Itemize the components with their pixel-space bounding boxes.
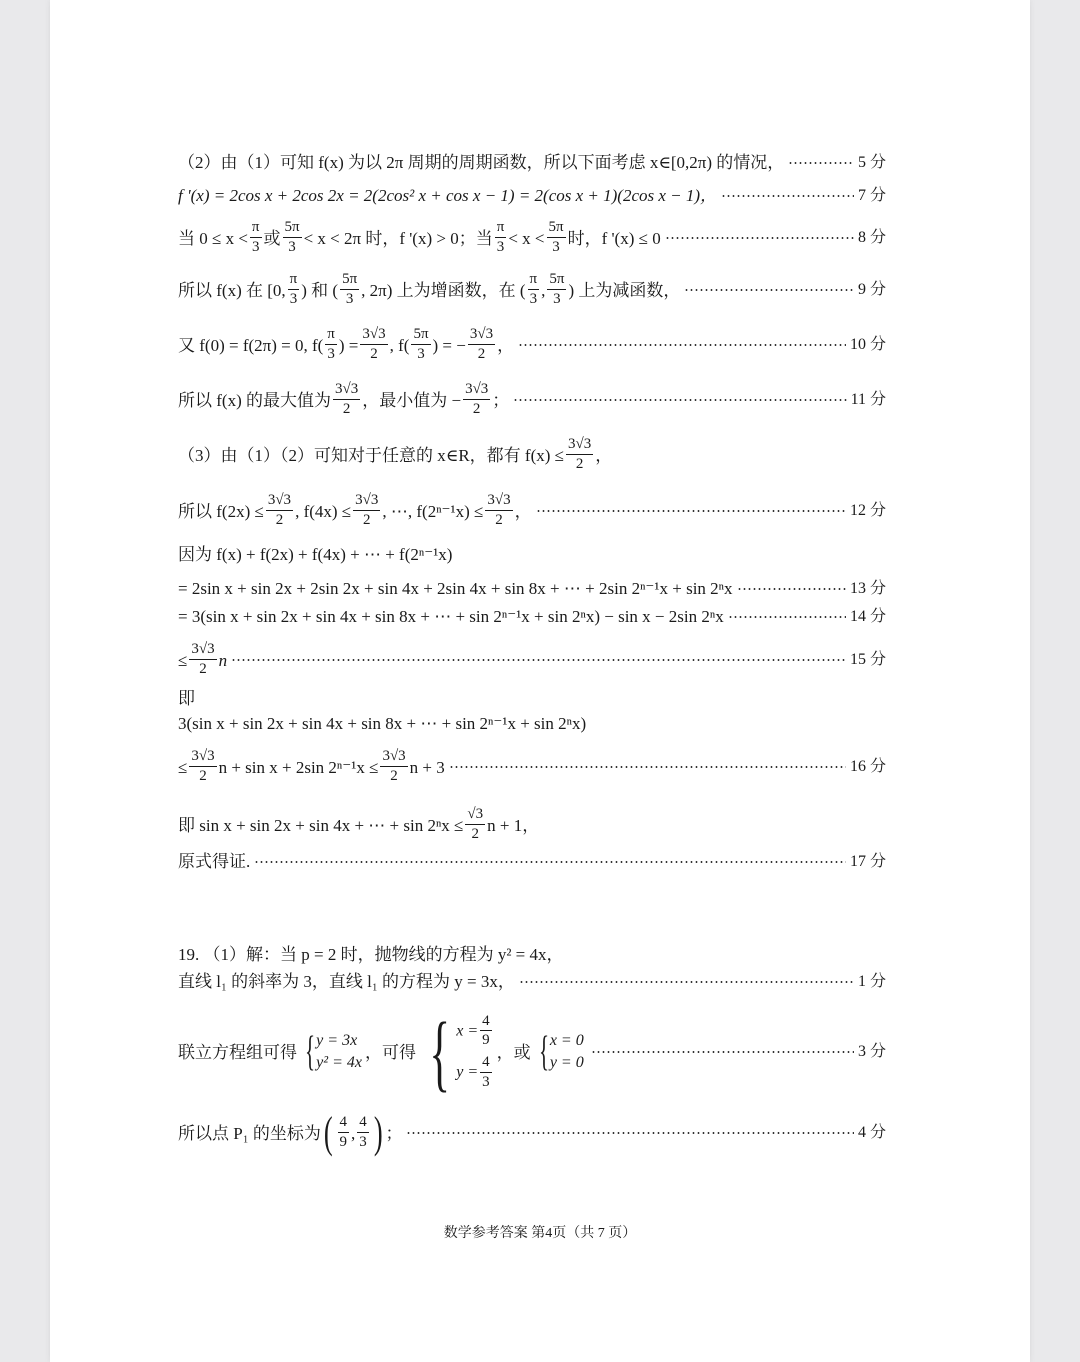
score-mark: 11 分	[850, 391, 886, 408]
solution-line-17	[178, 853, 886, 870]
solution-line-21	[178, 1108, 886, 1158]
numerator: 5π	[340, 272, 359, 290]
numerator: 3√3	[353, 493, 380, 511]
row-label: y =	[456, 1063, 479, 1081]
numerator: 5π	[547, 272, 566, 290]
text-part: < x <	[508, 228, 545, 248]
leader-dots	[518, 344, 846, 346]
row-label: x =	[456, 1021, 479, 1039]
solution-line-16	[178, 803, 886, 847]
text-part: < x < 2π 时，f '(x) > 0；当	[303, 228, 493, 248]
denominator: 2	[495, 512, 503, 528]
solution-line-5	[178, 324, 886, 366]
text-part: ，最小值为 −	[362, 390, 462, 410]
score-mark: 8 分	[857, 229, 886, 246]
score-mark: 9 分	[857, 281, 886, 298]
denominator: 3	[345, 291, 354, 307]
numerator: 3√3	[463, 382, 490, 400]
score-mark: 16 分	[849, 758, 886, 775]
denominator: 9	[339, 1134, 348, 1150]
solution-line-2	[178, 187, 886, 204]
leader-dots	[231, 659, 846, 661]
leader-dots	[513, 399, 846, 401]
score-mark: 14 分	[849, 607, 886, 625]
brace-icon: {	[429, 1004, 450, 1100]
leader-dots	[536, 510, 846, 512]
score-mark: 1 分	[857, 972, 886, 990]
text-part: ) =	[338, 335, 359, 355]
numerator: 3√3	[189, 642, 216, 660]
system-row: y² = 4x	[316, 1054, 362, 1071]
line-content	[178, 493, 532, 529]
text-part: （3）由（1）（2）可知对于任意的 x∈R，都有 f(x) ≤	[178, 445, 564, 465]
leader-dots	[449, 766, 846, 768]
text-part: ，可得	[364, 1042, 416, 1062]
numerator: 5π	[283, 220, 302, 238]
line-content	[178, 220, 661, 256]
solution-line-6	[178, 379, 886, 421]
text-part: n	[218, 650, 228, 670]
fraction	[325, 327, 337, 363]
score-mark: 4 分	[857, 1124, 886, 1141]
fraction	[468, 327, 495, 363]
fraction	[411, 327, 430, 363]
numerator: 4	[480, 1055, 492, 1073]
solution-line-3	[178, 218, 886, 258]
line-text: （2）由（1）可知 f(x) 为以 2π 周期的周期函数，所以下面考虑 x∈[0,2π) 的情况，	[178, 153, 785, 172]
score-mark: 10 分	[849, 336, 886, 353]
denominator: 3	[552, 239, 560, 255]
solution-line-8	[178, 490, 886, 532]
fraction	[333, 382, 360, 418]
numerator: 5π	[411, 327, 430, 345]
system-rows	[550, 1033, 584, 1071]
fraction	[547, 272, 566, 308]
denominator: 3	[359, 1134, 367, 1150]
leader-dots	[665, 237, 854, 239]
text-part: ≤	[178, 757, 188, 777]
denominator: 2	[477, 346, 486, 362]
denominator: 9	[482, 1032, 490, 1049]
solution-line-4	[178, 270, 886, 310]
system-rows	[316, 1033, 362, 1071]
denominator: 3	[251, 239, 260, 255]
denominator: 3	[553, 291, 561, 307]
numerator: 3√3	[266, 493, 293, 511]
fraction	[288, 272, 300, 308]
denominator: 2	[275, 512, 284, 528]
text-part: 时，f '(x) ≤ 0	[567, 228, 661, 248]
denominator: 3	[327, 346, 335, 362]
leader-dots	[519, 981, 854, 983]
denominator: 2	[390, 768, 398, 784]
denominator: 2	[342, 401, 351, 417]
text-part: 所以 f(x) 在 [0,	[178, 280, 286, 300]
text-part: ≤	[178, 650, 188, 670]
system-row	[456, 1014, 493, 1050]
score-mark: 5 分	[857, 153, 886, 171]
numerator: 3√3	[360, 327, 387, 345]
text-part: 所以点 P₁ 的坐标为	[178, 1123, 321, 1143]
line-content	[178, 807, 539, 843]
solution-line-11	[178, 608, 886, 625]
text-part: ，	[497, 335, 515, 355]
text-part: 又 f(0) = f(2π) = 0, f(	[178, 335, 324, 355]
line-content	[178, 642, 227, 678]
solution-line-7	[178, 434, 886, 476]
line-content	[178, 1004, 587, 1100]
system-rows	[456, 1014, 493, 1091]
system-row: x = 0	[549, 1032, 584, 1049]
score-mark: 12 分	[849, 502, 886, 519]
line-text: f '(x) = 2cos x + 2cos 2x = 2(2cos² x + cos x − 1) = 2(cos x + 1)(2cos x − 1)，	[178, 186, 718, 205]
text-part: ,	[351, 1123, 356, 1143]
text-part: , f(	[389, 335, 410, 355]
line-content	[178, 382, 509, 418]
leader-dots	[737, 588, 846, 590]
numerator: 3√3	[468, 327, 495, 345]
equation-system	[419, 1004, 494, 1100]
score-mark: 3 分	[857, 1043, 886, 1060]
line-text: 19. （1）解：当 p = 2 时，抛物线的方程为 y² = 4x，	[178, 945, 564, 964]
numerator: 4	[338, 1115, 350, 1133]
fraction	[463, 382, 490, 418]
text-part: ，	[595, 445, 613, 465]
line-content	[178, 437, 612, 473]
denominator: 2	[199, 661, 207, 677]
leader-dots	[406, 1132, 854, 1134]
numerator: π	[325, 327, 337, 345]
denominator: 2	[363, 512, 371, 528]
leader-dots	[788, 162, 854, 164]
fraction	[547, 220, 566, 256]
fraction	[357, 1115, 369, 1151]
right-paren-icon: )	[373, 1108, 383, 1157]
solution-line-1	[178, 154, 886, 171]
text-part: n + sin x + 2sin 2ⁿ⁻¹x ≤	[218, 757, 379, 777]
solution-line-10	[178, 580, 886, 597]
numerator: 3√3	[566, 437, 593, 455]
numerator: 3√3	[189, 749, 216, 767]
fraction	[189, 642, 216, 678]
solution-line-18	[178, 946, 886, 963]
fraction	[465, 807, 485, 843]
system-row: y = 0	[549, 1054, 584, 1071]
score-mark: 15 分	[849, 651, 886, 668]
numerator: π	[250, 220, 262, 238]
line-content	[178, 327, 514, 363]
denominator: 3	[496, 239, 505, 255]
text-part: , 2π) 上为增函数，在 (	[361, 280, 526, 300]
text-part: 或	[263, 228, 281, 248]
text-part: , f(4x) ≤	[295, 501, 352, 521]
text-part: 当 0 ≤ x <	[178, 228, 248, 248]
line-text: = 2sin x + sin 2x + 2sin 2x + sin 4x + 2sin 4x + sin 8x + ⋯ + 2sin 2ⁿ⁻¹x + sin 2ⁿx	[178, 579, 733, 598]
numerator: 4	[480, 1014, 492, 1032]
fraction	[495, 220, 507, 256]
numerator: π	[495, 220, 507, 238]
line-text: 原式得证.	[178, 852, 251, 871]
leader-dots	[721, 195, 854, 197]
numerator: 3√3	[333, 382, 360, 400]
numerator: 3√3	[485, 493, 512, 511]
leader-dots	[684, 289, 854, 291]
line-text: 因为 f(x) + f(2x) + f(4x) + ⋯ + f(2ⁿ⁻¹x)	[178, 545, 453, 564]
fraction	[566, 437, 593, 473]
numerator: 3√3	[380, 749, 407, 767]
text-part: ) 上为减函数，	[568, 280, 681, 300]
leader-dots	[591, 1051, 854, 1053]
text-part: n + 3	[409, 757, 445, 777]
text-part: , ⋯, f(2ⁿ⁻¹x) ≤	[382, 501, 484, 521]
fraction	[338, 1115, 350, 1151]
numerator: π	[528, 272, 540, 290]
system-row: y = 3x	[316, 1032, 358, 1049]
equation-system	[300, 1031, 362, 1073]
text-part: ,	[541, 280, 546, 300]
fraction	[480, 1014, 492, 1050]
denominator: 2	[199, 768, 207, 784]
numerator: π	[288, 272, 300, 290]
solution-line-9	[178, 546, 886, 563]
line-text: 直线 l₁ 的斜率为 3，直线 l₁ 的方程为 y = 3x，	[178, 972, 515, 991]
text-part: 所以 f(x) 的最大值为	[178, 390, 331, 410]
leader-dots	[728, 616, 846, 618]
numerator: √3	[465, 807, 485, 825]
text-part: 即 sin x + sin 2x + sin 4x + ⋯ + sin 2ⁿx ≤	[178, 815, 464, 835]
text-part: ；	[492, 390, 510, 410]
fraction	[266, 493, 293, 529]
score-mark: 7 分	[857, 186, 886, 204]
text-part: n + 1，	[487, 815, 540, 835]
fraction	[480, 1055, 492, 1091]
denominator: 3	[417, 346, 425, 362]
fraction	[380, 749, 407, 785]
solution-line-15	[178, 745, 886, 789]
fraction	[250, 220, 262, 256]
equation-system	[534, 1031, 584, 1073]
line-text: = 3(sin x + sin 2x + sin 4x + sin 8x + ⋯ + sin 2ⁿ⁻¹x + sin 2ⁿx) − sin x − 2sin 2ⁿx	[178, 607, 724, 626]
line-content	[178, 272, 680, 308]
line-content	[178, 749, 445, 785]
numerator: 5π	[547, 220, 566, 238]
fraction	[360, 327, 387, 363]
text-part: ) 和 (	[301, 280, 339, 300]
denominator: 3	[529, 291, 538, 307]
line-text: 即	[178, 689, 195, 708]
denominator: 3	[289, 291, 298, 307]
score-mark: 17 分	[849, 852, 886, 870]
solution-line-19	[178, 973, 886, 990]
denominator: 3	[482, 1073, 490, 1090]
numerator: 4	[357, 1115, 369, 1133]
fraction	[528, 272, 540, 308]
fraction	[353, 493, 380, 529]
denominator: 2	[575, 456, 584, 472]
text-part: ；	[385, 1123, 403, 1143]
solution-line-12	[178, 638, 886, 682]
fraction	[283, 220, 302, 256]
system-row	[456, 1055, 493, 1091]
line-text: 3(sin x + sin 2x + sin 4x + sin 8x + ⋯ + sin 2ⁿ⁻¹x + sin 2ⁿx)	[178, 714, 587, 733]
solution-line-13	[178, 690, 886, 707]
score-mark: 13 分	[849, 579, 886, 597]
text-part: ，或	[496, 1042, 531, 1062]
denominator: 2	[370, 346, 378, 362]
denominator: 2	[471, 826, 479, 842]
brace-icon: {	[305, 1029, 316, 1075]
solution-line-14	[178, 715, 886, 732]
text-part: ) = −	[432, 335, 466, 355]
page-footer: 数学参考答案 第4页（共 7 页）	[443, 1226, 637, 1241]
text-part: ，	[514, 501, 532, 521]
line-content	[178, 1108, 403, 1157]
left-paren-icon: (	[323, 1108, 333, 1157]
fraction	[340, 272, 359, 308]
text-part: 联立方程组可得	[178, 1042, 297, 1062]
brace-icon: {	[538, 1029, 549, 1075]
denominator: 2	[472, 401, 481, 417]
denominator: 3	[288, 239, 296, 255]
fraction	[485, 493, 512, 529]
fraction	[189, 749, 216, 785]
leader-dots	[254, 861, 846, 863]
text-part: 所以 f(2x) ≤	[178, 501, 264, 521]
solution-line-20	[178, 1002, 886, 1102]
